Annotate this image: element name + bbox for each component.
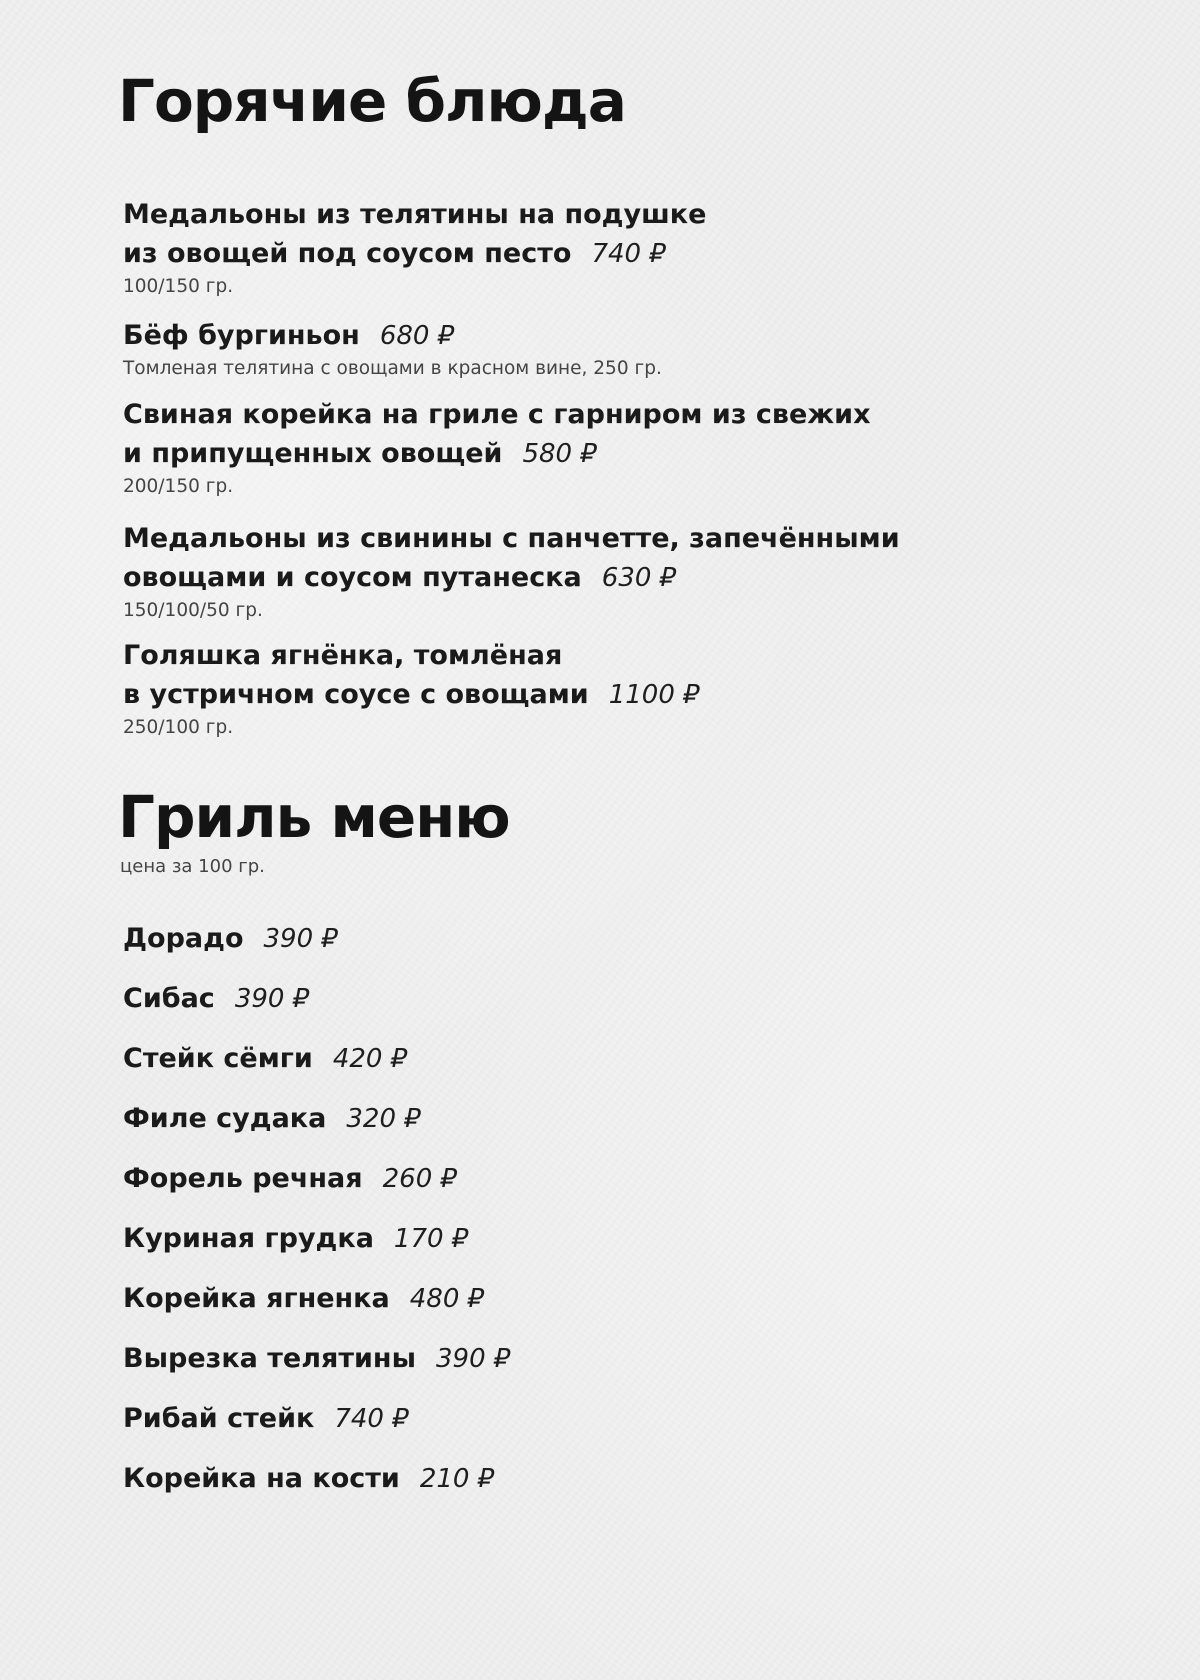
grill-item <box>123 1219 468 1259</box>
dish-item <box>123 195 1123 299</box>
grill-item-name: Дорадо <box>123 923 244 954</box>
grill-item-price: 170 ₽ <box>393 1224 469 1254</box>
grill-item-name: Корейка на кости <box>123 1463 400 1494</box>
dish-name-line: Медальоны из свинины с панчетте, запечёнными <box>123 523 900 554</box>
dish-name: Бёф бургиньон <box>123 320 360 351</box>
dish-name: из овощей под соусом песто <box>123 238 572 269</box>
grill-item-name: Филе судака <box>123 1103 327 1134</box>
grill-item-price: 390 ₽ <box>435 1344 511 1374</box>
grill-item-name: Стейк сёмги <box>123 1043 313 1074</box>
dish-item <box>123 519 1123 623</box>
grill-item <box>123 919 338 959</box>
grill-item-price: 260 ₽ <box>382 1164 458 1194</box>
dish-price: 630 ₽ <box>601 563 677 593</box>
grill-item <box>123 1159 457 1199</box>
dish-name-line: Свиная корейка на гриле с гарниром из свежих <box>123 399 871 430</box>
grill-item-price: 210 ₽ <box>419 1464 495 1494</box>
grill-item <box>123 1399 409 1439</box>
grill-item-price: 480 ₽ <box>409 1284 485 1314</box>
dish-price: 680 ₽ <box>379 321 455 351</box>
dish-name-line <box>123 316 1123 356</box>
dish-item <box>123 636 1123 740</box>
dish-item <box>123 395 1123 499</box>
grill-item-name: Вырезка телятины <box>123 1343 416 1374</box>
dish-name: в устричном соусе с овощами <box>123 679 589 710</box>
grill-item-name: Куриная грудка <box>123 1223 374 1254</box>
grill-item <box>123 1339 510 1379</box>
dish-item <box>123 316 1123 381</box>
grill-item-name: Рибай стейк <box>123 1403 315 1434</box>
dish-price: 740 ₽ <box>591 239 666 269</box>
dish-weight: 200/150 гр. <box>123 476 234 497</box>
dish-weight: 100/150 гр. <box>123 276 234 297</box>
grill-item-price: 320 ₽ <box>346 1104 421 1134</box>
dish-name-line <box>123 234 1123 274</box>
dish-name: и припущенных овощей <box>123 438 503 469</box>
grill-item <box>123 1099 421 1139</box>
grill-item-name: Сибас <box>123 983 215 1014</box>
grill-item <box>123 1459 494 1499</box>
dish-description: Томленая телятина с овощами в красном вине, 250 гр. <box>123 358 662 379</box>
section-title-grill-menu: Гриль меню <box>118 783 510 851</box>
grill-item-price: 420 ₽ <box>332 1044 408 1074</box>
dish-name-line <box>123 434 1123 474</box>
grill-item <box>123 979 309 1019</box>
grill-item-price: 740 ₽ <box>334 1404 409 1434</box>
dish-weight: 150/100/50 гр. <box>123 600 263 621</box>
dish-name-line <box>123 675 1123 715</box>
dish-name-line <box>123 558 1123 598</box>
dish-price: 580 ₽ <box>522 439 597 469</box>
grill-item <box>123 1039 407 1079</box>
dish-name-line: Медальоны из телятины на подушке <box>123 199 707 230</box>
dish-name-line: Голяшка ягнёнка, томлёная <box>123 640 563 671</box>
grill-item-price: 390 ₽ <box>234 984 310 1014</box>
grill-item-price: 390 ₽ <box>263 924 338 954</box>
section-note: цена за 100 гр. <box>120 856 265 877</box>
dish-name: овощами и соусом путанеска <box>123 562 582 593</box>
grill-item <box>123 1279 484 1319</box>
dish-price: 1100 ₽ <box>608 680 700 710</box>
section-title-hot-dishes: Горячие блюда <box>118 67 626 135</box>
grill-item-name: Корейка ягненка <box>123 1283 390 1314</box>
grill-item-name: Форель речная <box>123 1163 363 1194</box>
dish-weight: 250/100 гр. <box>123 717 234 738</box>
